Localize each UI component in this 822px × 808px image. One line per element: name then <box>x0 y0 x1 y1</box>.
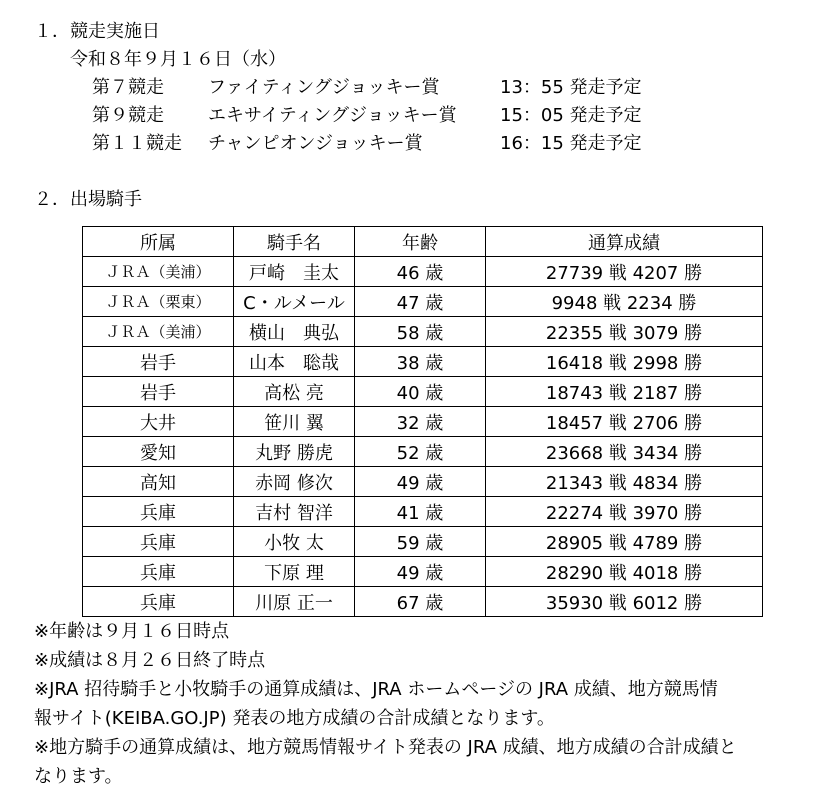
record-cell: 22355 戦 3079 勝 <box>486 317 763 347</box>
jockey-name-cell: 小牧 太 <box>234 527 355 557</box>
table-row <box>83 257 763 287</box>
note-record-basis: ※成績は８月２６日終了時点 <box>34 650 266 671</box>
table-row <box>83 287 763 317</box>
note-local-jockey-line2: なります。 <box>34 766 123 787</box>
affiliation-cell: 兵庫 <box>83 497 234 527</box>
note-age-basis: ※年齢は９月１６日時点 <box>34 621 230 642</box>
age-cell: 49 歳 <box>355 467 486 497</box>
table-row <box>83 527 763 557</box>
table-row <box>83 347 763 377</box>
table-row <box>83 557 763 587</box>
race-name: ファイティングジョッキー賞 <box>208 77 440 98</box>
race-number: 第１１競走 <box>92 133 182 154</box>
table-row <box>83 497 763 527</box>
section2-heading: ２．出場騎手 <box>34 189 142 210</box>
header-age: 年齢 <box>355 227 486 257</box>
race-name: エキサイティングジョッキー賞 <box>208 105 457 126</box>
record-cell: 16418 戦 2998 勝 <box>486 347 763 377</box>
age-cell: 67 歳 <box>355 587 486 617</box>
record-cell: 28290 戦 4018 勝 <box>486 557 763 587</box>
jockey-name-cell: 横山 典弘 <box>234 317 355 347</box>
affiliation-cell: 愛知 <box>83 437 234 467</box>
section1-heading: １．競走実施日 <box>34 21 160 42</box>
race-number: 第９競走 <box>92 105 164 126</box>
affiliation-cell: 岩手 <box>83 347 234 377</box>
table-row <box>83 377 763 407</box>
race-start-time: 15：05 発走予定 <box>500 105 642 126</box>
affiliation-cell: 兵庫 <box>83 557 234 587</box>
race-number: 第７競走 <box>92 77 164 98</box>
affiliation-cell: 兵庫 <box>83 527 234 557</box>
table-row <box>83 407 763 437</box>
table-row <box>83 317 763 347</box>
jockey-name-cell: 丸野 勝虎 <box>234 437 355 467</box>
race-name: チャンピオンジョッキー賞 <box>208 133 423 154</box>
table-row <box>83 587 763 617</box>
table-row <box>83 467 763 497</box>
note-local-jockey-line1: ※地方騎手の通算成績は、地方競馬情報サイト発表の JRA 成績、地方成績の合計成績と <box>34 737 737 758</box>
race-date: 令和８年９月１６日（水） <box>70 49 286 70</box>
affiliation-cell: ＪＲＡ（美浦） <box>83 257 234 287</box>
jockey-name-cell: 川原 正一 <box>234 587 355 617</box>
affiliation-cell: 高知 <box>83 467 234 497</box>
jockey-table <box>82 226 763 617</box>
note-jra-invited-line1: ※JRA 招待騎手と小牧騎手の通算成績は、JRA ホームページの JRA 成績、地方競馬情 <box>34 679 718 700</box>
header-jockey-name: 騎手名 <box>234 227 355 257</box>
table-row <box>83 437 763 467</box>
jockey-name-cell: 吉村 智洋 <box>234 497 355 527</box>
record-cell: 23668 戦 3434 勝 <box>486 437 763 467</box>
affiliation-cell: 兵庫 <box>83 587 234 617</box>
affiliation-cell: 大井 <box>83 407 234 437</box>
jockey-name-cell: C・ルメール <box>234 287 355 317</box>
record-cell: 18457 戦 2706 勝 <box>486 407 763 437</box>
affiliation-cell: ＪＲＡ（美浦） <box>83 317 234 347</box>
age-cell: 38 歳 <box>355 347 486 377</box>
age-cell: 47 歳 <box>355 287 486 317</box>
age-cell: 41 歳 <box>355 497 486 527</box>
age-cell: 58 歳 <box>355 317 486 347</box>
age-cell: 49 歳 <box>355 557 486 587</box>
affiliation-cell: ＪＲＡ（栗東） <box>83 287 234 317</box>
record-cell: 9948 戦 2234 勝 <box>486 287 763 317</box>
record-cell: 28905 戦 4789 勝 <box>486 527 763 557</box>
age-cell: 52 歳 <box>355 437 486 467</box>
jockey-name-cell: 山本 聡哉 <box>234 347 355 377</box>
table-header-row <box>83 227 763 257</box>
jockey-name-cell: 戸崎 圭太 <box>234 257 355 287</box>
jockey-name-cell: 下原 理 <box>234 557 355 587</box>
age-cell: 32 歳 <box>355 407 486 437</box>
note-jra-invited-line2: 報サイト(KEIBA.GO.JP) 発表の地方成績の合計成績となります。 <box>34 708 555 729</box>
record-cell: 27739 戦 4207 勝 <box>486 257 763 287</box>
age-cell: 46 歳 <box>355 257 486 287</box>
record-cell: 18743 戦 2187 勝 <box>486 377 763 407</box>
header-career-record: 通算成績 <box>486 227 763 257</box>
race-start-time: 16：15 発走予定 <box>500 133 642 154</box>
age-cell: 40 歳 <box>355 377 486 407</box>
header-affiliation: 所属 <box>83 227 234 257</box>
record-cell: 35930 戦 6012 勝 <box>486 587 763 617</box>
age-cell: 59 歳 <box>355 527 486 557</box>
record-cell: 22274 戦 3970 勝 <box>486 497 763 527</box>
affiliation-cell: 岩手 <box>83 377 234 407</box>
jockey-name-cell: 赤岡 修次 <box>234 467 355 497</box>
record-cell: 21343 戦 4834 勝 <box>486 467 763 497</box>
race-start-time: 13：55 発走予定 <box>500 77 642 98</box>
jockey-name-cell: 高松 亮 <box>234 377 355 407</box>
jockey-name-cell: 笹川 翼 <box>234 407 355 437</box>
